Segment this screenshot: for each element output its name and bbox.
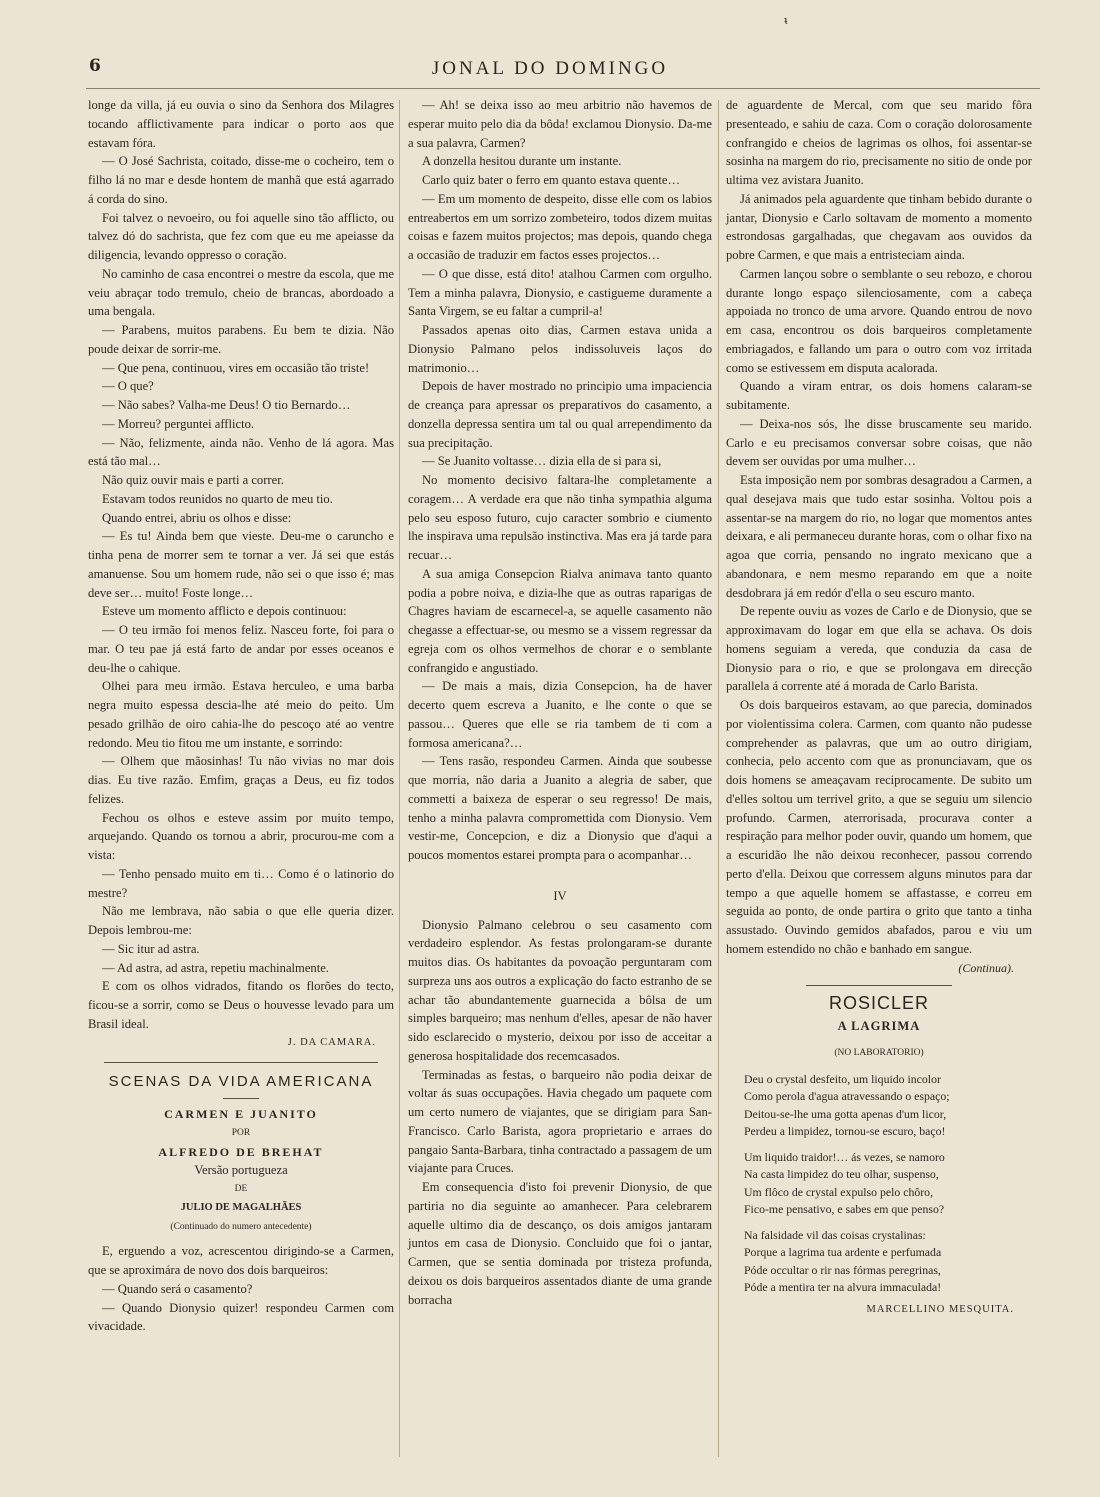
poem-line: Fico-me pensativo, e sabes em que penso? [744, 1202, 945, 1216]
byline-de: DE [234, 1184, 248, 1194]
paragraph: Fechou os olhos e esteve assim por muito tempo, arquejando. Quando os tornou a abrir, procurou-me com a vista: [88, 810, 394, 862]
paragraph: longe da villa, já eu ouvia o sino da Senhora dos Milagres tocando afflictivamente para indicar o porto aos que estavam fóra. [88, 98, 394, 150]
paragraph: Foi talvez o nevoeiro, ou foi aquelle sino tão afflicto, ou talvez dó do sachrista, que fez com que eu me apeiasse da diligencia, levando oppresso o coração. [88, 210, 394, 262]
paragraph: Terminadas as festas, o barqueiro não podia deixar de voltar ás suas occupações. Havia chegado um paquete com um certo numero de viajantes, que se dirigiam para San-Francisco. Carlo Barista, agora proprietario e arraes do pangaio Santa-Barbara, tinha contractado a passagem de um viajante para Cruces. [408, 1067, 712, 1176]
paragraph: — Deixa-nos sós, lhe disse bruscamente seu marido. Carlo e eu precisamos conversar sobre coisas, que não devem ser ouvidas por uma mulher… [726, 416, 1032, 469]
poem-line: Porque a lagrima tua ardente e perfumada [744, 1245, 942, 1259]
paragraph: No caminho de casa encontrei o mestre da escola, que me veiu abraçar todo tremulo, cheio de brancas, abordoado a uma bengala. [88, 266, 394, 319]
story-text [408, 916, 712, 1310]
paragraph: — O José Sachrista, coitado, disse-me o cocheiro, tem o filho lá no mar e desde hontem de manhã que está agarrado á corda do sino. [88, 154, 394, 206]
column-divider [718, 100, 719, 1457]
poem-line: Perdeu a limpidez, tornou-se escuro, baço! [744, 1124, 946, 1138]
poem-line: Um flôco de crystal expulso pelo chôro, [744, 1184, 934, 1199]
paragraph: — Se Juanito voltasse… dizia ella de si para si, [422, 454, 662, 469]
paragraph: Esta imposição nem por sombras desagradou a Carmen, a qual desejava mais que tudo estar sosinha. Voltou pois a assentar-se na margem do rio, no logar que momentos antes deixara, e ali permaneceu durante horas, com o olhar fixo na agoa que corria, pensando no ingrato mexicano que a abandonara, e nem mesmo reparando em que a noite desdobrara já em redór d'ella o seu escuro manto. [726, 473, 1032, 600]
paragraph: Depois de haver mostrado no principio uma impaciencia de creança para apressar os preparativos do casamento, a donzella depressa sentira um tal ou qual arrependimento da sua precipitação. [408, 379, 712, 450]
paragraph: Esteve um momento afflicto e depois continuou: [102, 604, 347, 619]
poem-line: Na casta limpidez do teu olhar, suspenso, [744, 1167, 939, 1181]
story-text [88, 96, 394, 1034]
section-divider [223, 1098, 259, 1099]
corner-mark: ᵼ [784, 14, 789, 27]
paragraph: Em consequencia d'isto foi prevenir Dionysio, de que partiria no dia seguinte ao amanhecer. Para celebrarem aquelle ultimo dia de descanço, os dois amigos jantaram juntos em casa de Dionysio. Concluido que foi o jantar, Carmen, que se sentia dominada por tristeza profunda, deixou os dois barqueiros assentados diante de uma grande borracha [408, 1180, 712, 1307]
author-signature: J. DA CAMARA. [287, 1036, 376, 1048]
poem-stanza [744, 1071, 1032, 1141]
paragraph: — Morreu? perguntei afflicto. [102, 416, 255, 431]
paragraph: — O que disse, está dito! atalhou Carmen com orgulho. Tem a minha palavra, Dionysio, e castigueme duramente a Santa Virgem, se eu faltar a cumpril-a! [408, 266, 712, 319]
story-text [726, 96, 1032, 959]
paragraph: A sua amiga Consepcion Rialva animava tanto quanto podia a pobre noiva, e dizia-lhe que as outras raparigas de Chagres haviam de escarnecel-a, se aquelle casamento não chegasse a effectuar-se, ou mesmo se a vissem regressar da egreja com os olhos vermelhos de chorar e o semblante confrangido e angustiado. [408, 566, 712, 675]
paragraph: — Tens rasão, respondeu Carmen. Ainda que soubesse que morria, não daria a Juanito a alegria de saber, que commetti a baixeza de esperar o seu regresso! De mais, tenho a minha palavra compromettida com Dionysio. Vem vestir-me, Concepcion, e diz a Dionysio que d'aqui a poucos momentos estarei prompta para o acompanhar… [408, 754, 712, 862]
poem-stanza [744, 1149, 1032, 1219]
poem-title: A LAGRIMA [837, 1019, 921, 1033]
paragraph: — Não sabes? Valha-me Deus! O tio Bernardo… [102, 398, 351, 412]
paragraph: — Sic itur ad astra. [102, 941, 200, 956]
poem-signature: MARCELLINO MESQUITA. [866, 1303, 1014, 1315]
paragraph: de aguardente de Mercal, com que seu marido fôra presenteado, e sahiu de caza. Com o coração dolorosamente confrangido e cheios de lagrimas os olhos, foi assentar-se sosinha na margem do rio, precisamente no sitio de onde por ultima vez avistara Juanito. [726, 98, 1032, 187]
paragraph: Não quiz ouvir mais e parti a correr. [102, 473, 284, 487]
paragraph: Passados apenas oito dias, Carmen estava unida a Dionysio Palmano pelos indissoluveis laços do matrimonio… [408, 323, 712, 375]
paragraph: — De mais a mais, dizia Consepcion, ha de haver decerto quem escreva a Juanito, e lhe conte o que se passou… Queres que elle se ria tambem de ti com a formosa americana?… [408, 679, 712, 750]
poem-line: Deitou-se-lhe uma gotta apenas d'um licor, [744, 1106, 947, 1121]
paragraph: A donzella hesitou durante um instante. [422, 154, 622, 169]
paragraph: — Que pena, continuou, vires em occasião tão triste! [102, 360, 370, 375]
paragraph: E com os olhos vidrados, fitando os florões do tecto, ficou-se a sorrir, como se Deus o houvesse levado para um Brasil ideal. [88, 979, 394, 1031]
poem-line: Um liquido traidor!… ás vezes, se namoro [744, 1149, 945, 1164]
paragraph: — O teu irmão foi menos feliz. Nasceu forte, foi para o mar. O teu pae já está farto de andar por esses oceanos e deu-lhe o cahique. [88, 623, 394, 675]
paragraph: Quando entrei, abriu os olhos e disse: [102, 510, 292, 525]
story-author: ALFREDO DE BREHAT [158, 1144, 324, 1159]
poem-line: Deu o crystal desfeito, um liquido incolor [744, 1071, 941, 1086]
section-divider [104, 1062, 378, 1063]
paragraph: — Ah! se deixa isso ao meu arbitrio não havemos de esperar muito pelo dia da bôda! exclamou Dionysio. Da-me a sua palavra, Carmen? [408, 98, 712, 150]
poem-line: Na falsidade vil das coisas crystalinas: [744, 1227, 926, 1242]
column-2 [408, 96, 712, 1309]
section-heading: SCENAS DA VIDA AMERICANA [108, 1073, 374, 1091]
section-divider [806, 985, 952, 986]
byline-por: POR [231, 1127, 251, 1138]
paragraph: — O que? [102, 379, 154, 394]
paragraph: No momento decisivo faltara-lhe completamente a coragem… A verdade era que não tinha sympathia alguma pelo seu esposo futuro, cujo caracter sombrio e ciumento lhe inspirava uma repulsão instinctiva. Mas era já tarde para recuar… [408, 473, 712, 562]
paragraph: Olhei para meu irmão. Estava herculeo, e uma barba negra muito espessa descia-lhe até meio do peito. Um pesado grilhão de oiro cahia-lhe do pescoço até ao ventre redondo. Meu tio fitou me um instante, e sorrindo: [88, 679, 394, 750]
continued-note: (Continuado do numero antecedente) [170, 1221, 312, 1232]
paragraph: E, erguendo a voz, acrescentou dirigindo-se a Carmen, que se aproximára de novo dos dois barqueiros: [88, 1244, 394, 1277]
continua-note: (Continua). [958, 960, 1014, 975]
paragraph: De repente ouviu as vozes de Carlo e de Dionysio, que se approximavam do logar em que ella se achava. Os dois homens seguiam a vereda, que conduzia da casa de Dionysio para o rio, e que se prolongava em direcção parallela á corrente até á morada de Carlo Barista. [726, 604, 1032, 694]
paragraph: Estavam todos reunidos no quarto de meu tio. [102, 491, 333, 506]
paragraph: — Es tu! Ainda bem que vieste. Deu-me o caruncho e tinha pena de morrer sem te tornar a ver. Já sei que estás amanuense. Sou um homem rude, não sei o que isso é; mas deve ser… muito! Foste longe… [88, 529, 394, 600]
poem-subtitle: (NO LABORATORIO) [834, 1047, 924, 1058]
story-title: CARMEN E JUANITO [164, 1107, 318, 1121]
column-divider [399, 100, 400, 1457]
poem-line: Póde occultar o rir nas fórmas peregrinas, [744, 1262, 941, 1277]
paragraph: — Olhem que mãosinhas! Tu não vivias no mar dois dias. Eu tive razão. Emfim, graças a Deus, eu fiz todos felizes. [88, 754, 394, 806]
paragraph: — Quando será o casamento? [102, 1281, 253, 1296]
paragraph: Carlo quiz bater o ferro em quanto estava quente… [422, 173, 681, 187]
poem-section-heading: ROSICLER [828, 993, 930, 1014]
paragraph: Já animados pela aguardente que tinham bebido durante o jantar, Dionysio e Carlo soltavam de momento a momento estrondosas gargalhadas, que chegavam aos ouvidos da pobre Carmen, e que mais a entristeciam ainda. [726, 191, 1032, 262]
paragraph: — Parabens, muitos parabens. Eu bem te dizia. Não poude deixar de sorrir-me. [88, 323, 394, 356]
poem-line: Como perola d'agua atravessando o espaço; [744, 1089, 950, 1103]
story-text [408, 96, 712, 865]
column-1 [88, 96, 394, 1336]
version-note: Versão portugueza [194, 1163, 288, 1178]
paragraph: Quando a viram entrar, os dois homens calaram-se subitamente. [726, 379, 1032, 412]
paragraph: Os dois barqueiros estavam, ao que parecia, dominados por violentissima colera. Carmen, com quanto não pudesse comprehender as palavras, que um ao outro dirigiam, conhecia, pelo accento com que as pronunciavam, que os dois homens se ameaçavam reciprocamente. De subito um d'elles soltou um terrivel grito, a que se seguiu um silencio profundo. Carmen, aterrorisada, procurava conter a respiração para melhor poder ouvir, quando um homem, que a escuridão lhe não deixou reconhecer, passou correndo perto d'ella. Deixou que corressem alguns minutos para dar tempo a que aquelle homem se affastasse, e correu em seguida ao ponto, de onde partira o grito que tanto a tinha assustado. Ouvindo gemidos abafados, parou e viu um homem estendido no chão e banhado em sangue. [726, 698, 1032, 956]
translator-name: JULIO DE MAGALHÃES [180, 1201, 302, 1213]
header-rule [86, 88, 1040, 89]
paragraph: Carmen lançou sobre o semblante o seu rebozo, e chorou durante longo espaço silenciosamente, com a cabeça appoiada no tronco de uma arvore. Quando entrou de novo em casa, encontrou os dois barqueiros completamente embriagados, e fallando um para o outro com voz irritada como se estivessem em disputa acalorada. [726, 266, 1032, 375]
paragraph: Não me lembrava, não sabia o que elle queria dizer. Depois lembrou-me: [88, 904, 394, 937]
paragraph: — Não, felizmente, ainda não. Venho de lá agora. Mas está tão mal… [88, 435, 394, 469]
poem-stanza [744, 1227, 1032, 1297]
masthead-title: JONAL DO DOMINGO [431, 58, 669, 79]
paragraph: — Ad astra, ad astra, repetiu machinalmente. [102, 960, 329, 975]
paragraph: — Tenho pensado muito em ti… Como é o latinorio do mestre? [88, 866, 394, 900]
paragraph: Dionysio Palmano celebrou o seu casamento com verdadeiro esplendor. As festas prolongaram-se durante muitos dias. Os habitantes da povoação perguntaram com surpreza uns aos outros a explicação do facto estranho de se achar tão abundantemente guarnecida a bôlsa de um simples barqueiro; mas nenhum d'elles, apesar de não haver sido esclarecido o mysterio, deixou por isso de acceitar a generosa hospitalidade dos recemcasados. [408, 917, 712, 1063]
chapter-number: IV [553, 888, 567, 903]
column-3 [726, 96, 1032, 1319]
poem-body [726, 1071, 1032, 1297]
story-text [88, 1242, 394, 1336]
paragraph: — Em um momento de despeito, disse elle com os labios entreabertos em um sorrizo zombeteiro, todos dizem muitas coisas e fazem muitos projectos; mas depois, quando chega a occasião de traduzir em factos esses projectos… [408, 191, 712, 262]
paragraph: — Quando Dionysio quizer! respondeu Carmen com vivacidade. [88, 1300, 394, 1334]
poem-line: Póde a mentira ter na alvura immaculada! [744, 1280, 942, 1294]
page-number: 6 [89, 56, 101, 76]
